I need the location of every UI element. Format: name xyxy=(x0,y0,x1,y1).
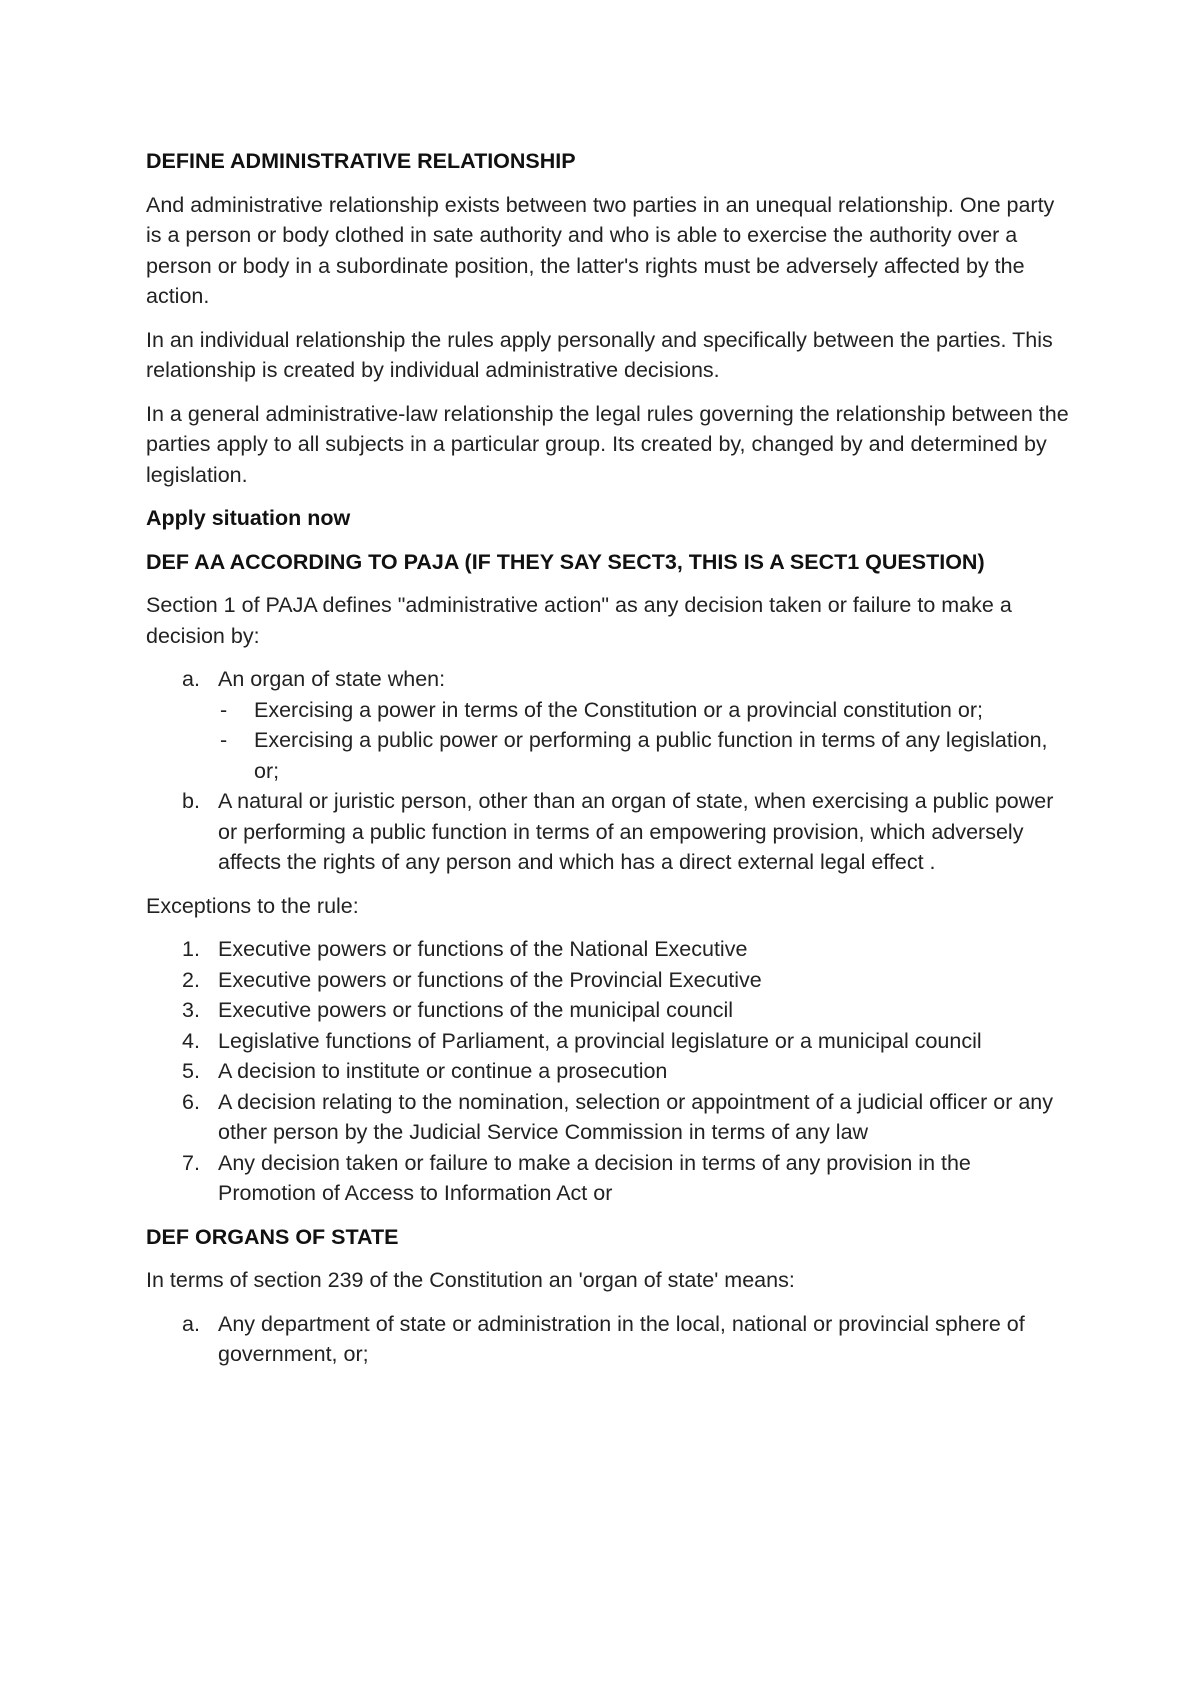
list-item xyxy=(146,1056,1070,1087)
sub-list-item-text: Exercising a public power or performing a public function in terms of any legislation, or; xyxy=(254,728,1048,783)
list-marker: a. xyxy=(182,667,200,691)
paragraph-exceptions-label: Exceptions to the rule: xyxy=(146,893,359,918)
list-item-text: A natural or juristic person, other than an organ of state, when exercising a public power or performing a public function in terms of an empowering provision, which adversely affects the rights of any person and which has a direct external legal effect . xyxy=(218,789,1054,874)
list-item xyxy=(146,1148,1070,1209)
paragraph-individual-relationship: In an individual relationship the rules apply personally and specifically between the parties. This relationship is created by individual administrative decisions. xyxy=(146,327,1053,382)
list-item-text: Any decision taken or failure to make a decision in terms of any provision in the Promotion of Access to Information Act or xyxy=(218,1150,971,1205)
dash-marker: - xyxy=(220,697,228,722)
list-item xyxy=(146,934,1070,965)
sub-list xyxy=(218,695,1070,787)
list-item xyxy=(146,786,1070,878)
list-item-text: Legislative functions of Parliament, a provincial legislature or a municipal council xyxy=(218,1028,982,1053)
list-marker: 7. xyxy=(182,1150,200,1175)
section-heading-apply-situation: Apply situation now xyxy=(146,506,351,530)
exceptions-list xyxy=(146,934,1070,1209)
sub-list-item xyxy=(218,695,1070,726)
list-item-text: Executive powers or functions of the municipal council xyxy=(218,998,734,1022)
paragraph-general-relationship: In a general administrative-law relationship the legal rules governing the relationship between the parties apply to all subjects in a particular group. Its created by, changed by and determined by legislation. xyxy=(146,401,1069,487)
list-marker: 1. xyxy=(182,937,200,961)
list-marker: 2. xyxy=(182,967,200,992)
organs-of-state-list xyxy=(146,1309,1070,1370)
list-item xyxy=(146,664,1070,786)
list-item xyxy=(146,965,1070,996)
list-item xyxy=(146,1309,1070,1370)
list-item xyxy=(146,1087,1070,1148)
list-marker: 5. xyxy=(182,1059,200,1083)
section-heading-organs-of-state: DEF ORGANS OF STATE xyxy=(146,1224,399,1249)
list-item-text: Executive powers or functions of the National Executive xyxy=(218,937,748,961)
list-item-text: Any department of state or administration in the local, national or provincial sphere of government, or; xyxy=(218,1311,1025,1366)
list-marker: b. xyxy=(182,789,200,813)
paragraph-administrative-relationship: And administrative relationship exists between two parties in an unequal relationship. One party is a person or body clothed in sate authority and who is able to exercise the authority over a person or body in a subordinate position, the latter's rights must be adversely affected by the action. xyxy=(146,192,1055,308)
list-marker: 6. xyxy=(182,1089,200,1114)
sub-list-item xyxy=(218,725,1070,786)
paja-definition-list xyxy=(146,664,1070,878)
dash-marker: - xyxy=(220,728,228,752)
section-heading-paja-definition: DEF AA ACCORDING TO PAJA (IF THEY SAY SECT3, THIS IS A SECT1 QUESTION) xyxy=(146,549,985,574)
sub-list-item-text: Exercising a power in terms of the Constitution or a provincial constitution or; xyxy=(254,697,983,722)
list-marker: a. xyxy=(182,1311,200,1336)
list-item xyxy=(146,995,1070,1026)
list-item-text: A decision relating to the nomination, selection or appointment of a judicial officer or any other person by the Judicial Service Commission in terms of any law xyxy=(218,1089,1054,1144)
list-marker: 3. xyxy=(182,998,200,1022)
list-marker: 4. xyxy=(182,1028,200,1053)
list-item xyxy=(146,1026,1070,1057)
list-item-text: Executive powers or functions of the Provincial Executive xyxy=(218,967,762,992)
paragraph-organs-intro: In terms of section 239 of the Constitution an 'organ of state' means: xyxy=(146,1268,795,1292)
section-heading-administrative-relationship: DEFINE ADMINISTRATIVE RELATIONSHIP xyxy=(146,149,576,173)
list-item-text: A decision to institute or continue a prosecution xyxy=(218,1059,668,1083)
list-item-text: An organ of state when: xyxy=(218,667,446,691)
paragraph-paja-intro: Section 1 of PAJA defines "administrative action" as any decision taken or failure to make a decision by: xyxy=(146,593,1012,648)
